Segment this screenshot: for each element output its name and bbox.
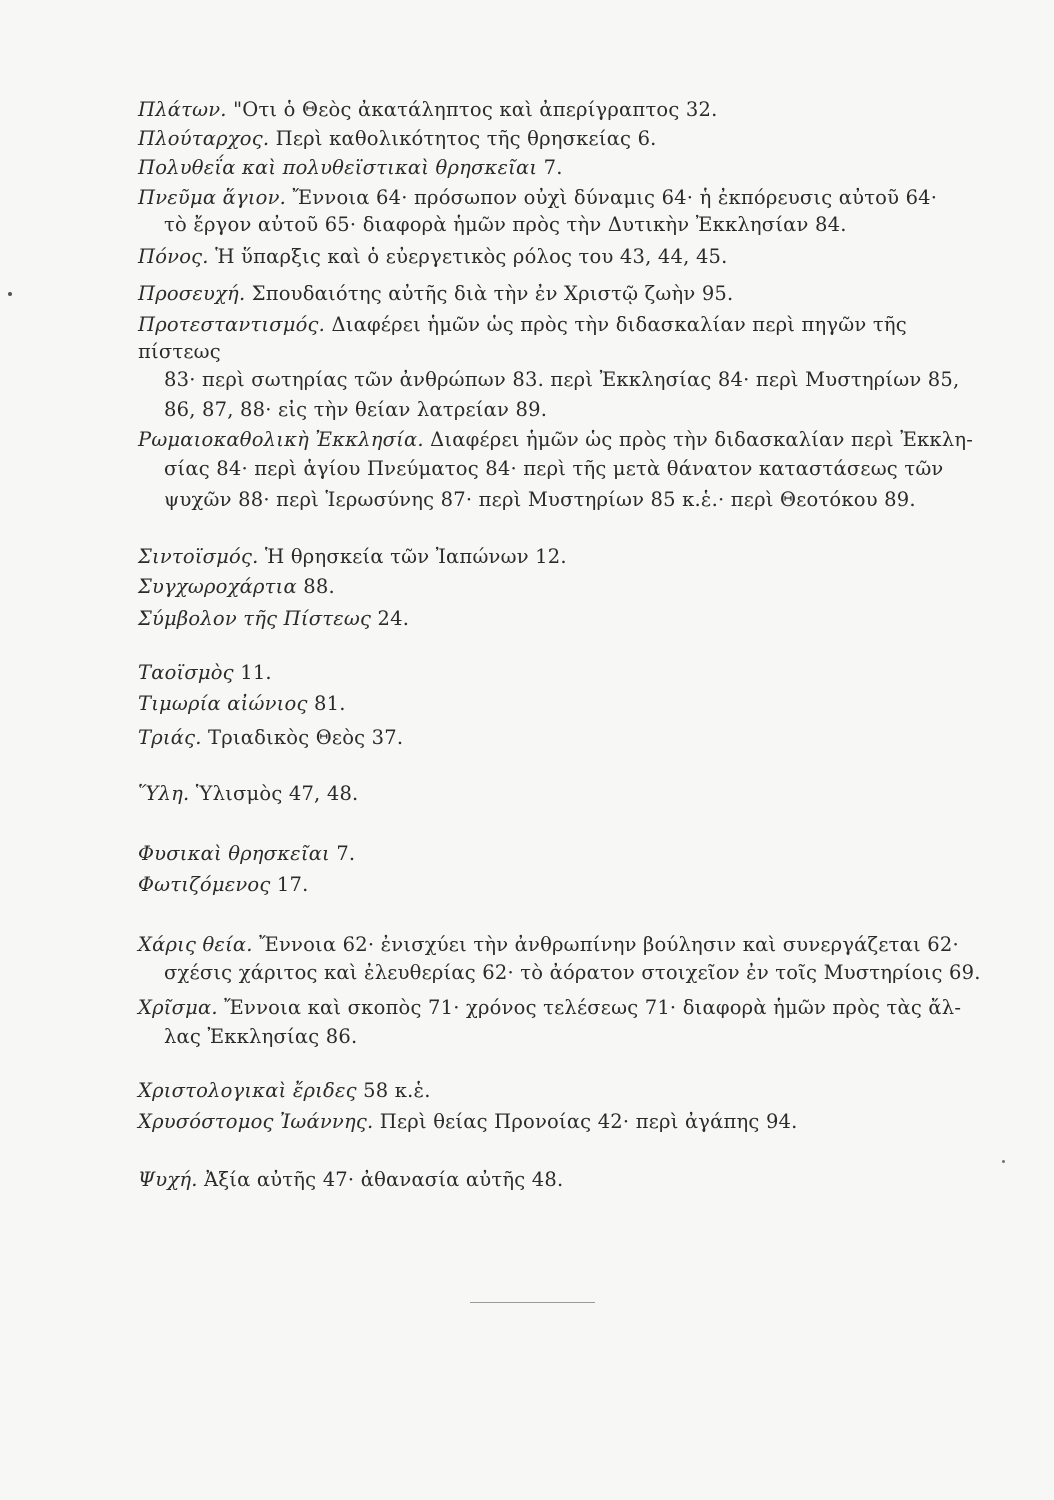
entry-continuation: λας Ἐκκλησίας 86. <box>164 1025 358 1048</box>
entry-text: 88. <box>296 575 335 598</box>
entry-text: 24. <box>371 607 410 630</box>
entry-text: Ἡ ὕπαρξις καὶ ὁ εὐεργετικὸς ρόλος του 43, 44, 45. <box>208 245 728 268</box>
entry-term: Τριάς. <box>138 726 202 749</box>
entry-term: Πνεῦμα ἅγιον. <box>138 186 287 209</box>
entry-term: Ταοϊσμὸς <box>138 661 234 684</box>
entry-term: Τιμωρία αἰώνιος <box>138 692 308 715</box>
index-entry <box>138 605 988 632</box>
index-entry <box>138 243 988 270</box>
index-entry <box>138 280 988 307</box>
entry-term: Σιντοϊσμός. <box>138 545 259 568</box>
entry-term: Προτεσταντισμός. <box>138 313 326 336</box>
entry-text: Περὶ καθολικότητος τῆς θρησκείας 6. <box>269 127 657 150</box>
index-entry <box>138 426 988 515</box>
index-entry <box>138 780 988 807</box>
entry-text: "Οτι ὁ Θεὸς ἀκατάληπτος καὶ ἀπερίγραπτος 32. <box>226 98 718 121</box>
entry-continuation: σίας 84· περὶ ἁγίου Πνεύματος 84· περὶ τῆς μετὰ θάνατον καταστάσεως τῶν <box>164 457 944 480</box>
entry-text: Ἔννοια καὶ σκοπὸς 71· χρόνος τελέσεως 71· διαφορὰ ἡμῶν πρὸς τὰς ἄλ- <box>217 996 962 1019</box>
margin-dot <box>1002 1160 1005 1163</box>
entry-term: Πόνος. <box>138 245 209 268</box>
entry-text: 7. <box>537 156 563 179</box>
entry-term: Χρῖσμα. <box>138 996 218 1019</box>
entry-term: Φυσικαὶ θρησκεῖαι <box>138 842 330 865</box>
entry-term: Χριστολογικαὶ ἔριδες <box>138 1079 357 1102</box>
index-entry <box>138 1077 988 1104</box>
index-entry <box>138 311 988 425</box>
index-entry <box>138 690 988 717</box>
entry-text: 7. <box>329 842 356 865</box>
entry-text: 17. <box>270 873 309 896</box>
entry-text: 58 κ.ἑ. <box>356 1079 431 1102</box>
entry-term: Πλούταρχος. <box>138 127 270 150</box>
index-entry <box>138 840 988 867</box>
index-entry <box>138 154 988 181</box>
entry-text: Τριαδικὸς Θεὸς 37. <box>201 726 404 749</box>
section-divider <box>470 1302 595 1303</box>
index-entry <box>138 994 988 1052</box>
index-entry <box>138 1108 988 1135</box>
entry-text: Ἔννοια 62· ἐνισχύει τὴν ἀνθρωπίνην βούλησιν καὶ συνεργάζεται 62· <box>252 933 959 956</box>
entry-term: Ὕλη. <box>138 782 190 805</box>
index-entry <box>138 724 988 751</box>
entry-continuation: 83· περὶ σωτηρίας τῶν ἀνθρώπων 83. περὶ Ἐκκλησίας 84· περὶ Μυστηρίων 85, <box>164 368 960 391</box>
entry-term: Συγχωροχάρτια <box>138 575 297 598</box>
entry-term: Πλάτων. <box>138 98 227 121</box>
entry-continuation: τὸ ἔργον αὐτοῦ 65· διαφορὰ ἡμῶν πρὸς τὴν Δυτικὴν Ἐκκλησίαν 84. <box>164 213 847 236</box>
index-entry <box>138 1166 988 1193</box>
entry-text: Διαφέρει ἡμῶν ὡς πρὸς τὴν διδασκαλίαν περὶ πηγῶν τῆς πίστεως <box>138 313 907 363</box>
entry-continuation: σχέσις χάριτος καὶ ἐλευθερίας 62· τὸ ἀόρατον στοιχεῖον ἐν τοῖς Μυστηρίοις 69. <box>164 961 981 984</box>
index-entry <box>138 573 988 600</box>
index-entry <box>138 659 988 686</box>
index-entry <box>138 125 988 152</box>
entry-text: Περὶ θείας Προνοίας 42· περὶ ἀγάπης 94. <box>373 1110 798 1133</box>
entry-text: Ἀξία αὐτῆς 47· ἀθανασία αὐτῆς 48. <box>197 1168 564 1191</box>
entry-term: Προσευχή. <box>138 282 246 305</box>
entry-text: 81. <box>307 692 346 715</box>
index-entry <box>138 184 988 238</box>
index-entry <box>138 96 988 123</box>
entry-term: Ρωμαιοκαθολικὴ Ἐκκλησία. <box>138 428 424 451</box>
entry-continuation: 86, 87, 88· εἰς τὴν θείαν λατρείαν 89. <box>164 398 548 421</box>
entry-text: 11. <box>233 661 272 684</box>
index-entry <box>138 871 988 898</box>
entry-text: Διαφέρει ἡμῶν ὡς πρὸς τὴν διδασκαλίαν περὶ Ἐκκλη- <box>423 428 974 451</box>
entry-term: Πολυθεΐα καὶ πολυθεϊστικαὶ θρησκεῖαι <box>138 156 538 179</box>
entry-term: Ψυχή. <box>138 1168 198 1191</box>
entry-term: Σύμβολον τῆς Πίστεως <box>138 607 372 630</box>
entry-text: Σπουδαιότης αὐτῆς διὰ τὴν ἐν Χριστῷ ζωὴν 95. <box>245 282 734 305</box>
margin-dot <box>8 292 12 296</box>
index-entry <box>138 931 988 988</box>
entry-term: Χρυσόστομος Ἰωάννης. <box>138 1110 374 1133</box>
entry-term: Χάρις θεία. <box>138 933 253 956</box>
entry-term: Φωτιζόμενος <box>138 873 271 896</box>
entry-text: Ὑλισμὸς 47, 48. <box>189 782 359 805</box>
entry-text: Ἡ θρησκεία τῶν Ἰαπώνων 12. <box>258 545 567 568</box>
index-entry <box>138 543 988 570</box>
entry-text: Ἔννοια 64· πρόσωπον οὐχὶ δύναμις 64· ἡ ἐκπόρευσις αὐτοῦ 64· <box>286 186 938 209</box>
entry-continuation: ψυχῶν 88· περὶ Ἱερωσύνης 87· περὶ Μυστηρίων 85 κ.ἑ.· περὶ Θεοτόκου 89. <box>164 488 916 511</box>
